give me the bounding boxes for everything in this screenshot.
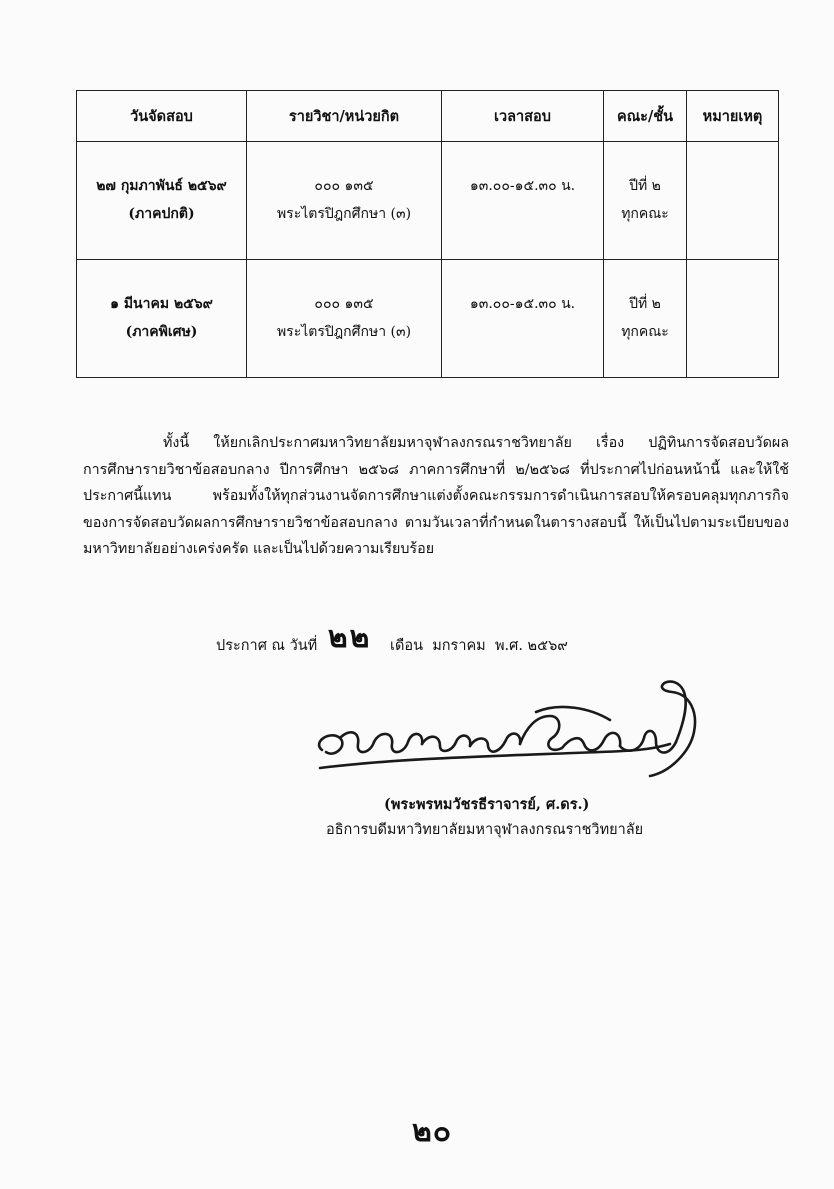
month-label: เดือน	[389, 638, 423, 654]
header-course: รายวิชา/หน่วยกิต	[247, 91, 442, 142]
header-remark: หมายเหตุ	[687, 91, 779, 142]
program-type: (ภาคปกติ)	[128, 206, 195, 222]
cell-exam-date	[77, 142, 247, 260]
exam-schedule-table	[76, 90, 779, 378]
year: พ.ศ. ๒๕๖๙	[494, 638, 568, 654]
cell-remark	[687, 260, 779, 378]
exam-time: ๑๓.๐๐-๑๕.๓๐ น.	[469, 296, 576, 312]
header-exam-date: วันจัดสอบ	[77, 91, 247, 142]
program-type: (ภาคพิเศษ)	[125, 324, 198, 340]
faculty: ทุกคณะ	[621, 324, 669, 340]
cell-faculty-year	[604, 142, 687, 260]
paragraph-line: การศึกษารายวิชาข้อสอบกลาง ปีการศึกษา ๒๕๖๘ ภาคการศึกษาที่ ๒/๒๕๖๘ ที่ประกาศไปก่อนหน้านี้ และให้ใช้	[83, 461, 789, 478]
course-code: ๐๐๐ ๑๓๕	[314, 178, 374, 194]
table-row	[77, 142, 779, 260]
cell-course	[247, 260, 442, 378]
signature-image	[300, 672, 720, 802]
announcement-paragraph	[83, 430, 789, 563]
exam-date: ๒๗ กุมภาพันธ์ ๒๕๖๙	[96, 178, 227, 194]
cell-faculty-year	[604, 260, 687, 378]
course-name: พระไตรปิฎกศึกษา (๓)	[276, 206, 412, 222]
date-prefix: ประกาศ ณ วันที่	[216, 638, 318, 654]
signatory-title: อธิการบดีมหาวิทยาลัยมหาจุฬาลงกรณราชวิทยาลัย	[326, 822, 644, 838]
paragraph-line: ของการจัดสอบวัดผลการศึกษารายวิชาข้อสอบกลาง ตามวันเวลาที่กำหนดในตารางสอบนี้ ให้เป็นไปตามระเบียบของ	[83, 514, 789, 531]
table-header-row	[77, 91, 779, 142]
cell-course	[247, 142, 442, 260]
header-faculty-year: คณะ/ชั้น	[604, 91, 687, 142]
paragraph-line: มหาวิทยาลัยอย่างเคร่งครัด และเป็นไปด้วยความเรียบร้อย	[83, 541, 435, 557]
paragraph-line: ประกาศนี้แทน พร้อมทั้งให้ทุกส่วนงานจัดการศึกษาแต่งตั้งคณะกรรมการดำเนินการสอบให้ครอบคลุมทุกภารกิจ	[83, 488, 789, 504]
cell-exam-time	[442, 260, 604, 378]
year-level: ปีที่ ๒	[629, 296, 661, 312]
header-exam-time: เวลาสอบ	[442, 91, 604, 142]
cell-exam-time	[442, 142, 604, 260]
table-row	[77, 260, 779, 378]
cell-remark	[687, 142, 779, 260]
year-level: ปีที่ ๒	[629, 178, 661, 194]
announcement-date	[216, 610, 568, 655]
month: มกราคม	[432, 638, 486, 654]
exam-time: ๑๓.๐๐-๑๕.๓๐ น.	[469, 178, 576, 194]
signatory-name: (พระพรหมวัชรธีราจารย์, ศ.ดร.)	[384, 796, 590, 813]
exam-date: ๑ มีนาคม ๒๕๖๙	[110, 296, 213, 312]
faculty: ทุกคณะ	[621, 206, 669, 222]
paragraph-line: ทั้งนี้ ให้ยกเลิกประกาศมหาวิทยาลัยมหาจุฬาลงกรณราชวิทยาลัย เรื่อง ปฏิทินการจัดสอบวัดผล	[163, 435, 789, 451]
course-code: ๐๐๐ ๑๓๕	[314, 296, 374, 312]
course-name: พระไตรปิฎกศึกษา (๓)	[276, 324, 412, 340]
cell-exam-date	[77, 260, 247, 378]
handwritten-day: ๒๒	[327, 620, 372, 655]
page-number: ๒๐	[412, 1114, 453, 1149]
